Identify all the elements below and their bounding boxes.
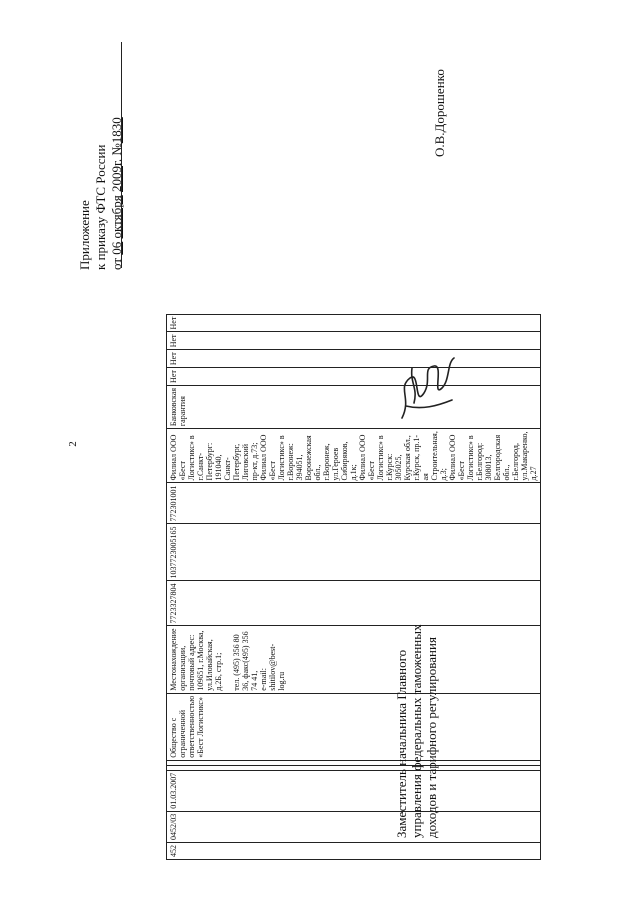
cell-blank-2 — [167, 760, 541, 765]
cell-flag-2 — [167, 350, 541, 368]
cell-certificate-text: 0452/03 — [169, 813, 178, 840]
header-number-prefix: г. № — [109, 143, 124, 166]
cell-guarantee-text: Банковская гарантия — [169, 387, 187, 427]
cell-number-text: 452 — [169, 845, 178, 857]
cell-certificate — [167, 811, 541, 842]
cell-flag-1 — [167, 368, 541, 386]
header-month: октября — [109, 195, 124, 239]
table-row — [167, 314, 541, 859]
signatory-name: О.В.Дорошенко — [432, 69, 447, 157]
cell-ogrn-text: 1037723005165 — [169, 526, 178, 579]
cell-address — [167, 626, 541, 693]
header-order-ref: к приказу ФТС России — [93, 144, 108, 270]
handwritten-signature — [392, 348, 462, 428]
cell-kpp-text: 772301001 — [169, 485, 178, 522]
header-number: 1830 — [109, 117, 124, 144]
header-day: 06 — [109, 241, 124, 255]
cell-flag-3 — [167, 332, 541, 350]
cell-address-text: Местонахождение организации, почтовый адрес: 109651, г.Москва, ул.Иловайская, д.2Б, стр.1; тел. (495) 356 80 36, факс(495) 356 74 41, e-mail: shitilov@best-log.ru — [169, 628, 286, 691]
header-rule — [121, 42, 122, 268]
cell-number — [167, 843, 541, 860]
header-year: 2009 — [109, 166, 124, 192]
cell-date-text: 01.03.2007 — [169, 772, 178, 809]
cell-flag-1-text: Нет — [169, 370, 178, 383]
signatory-title-line-2: управления федеральных таможенных — [409, 624, 424, 838]
cell-branches — [167, 429, 541, 483]
order-header — [77, 117, 125, 270]
header-date-prefix: от — [109, 254, 124, 270]
cell-flag-2-text: Нет — [169, 352, 178, 366]
cell-date — [167, 770, 541, 811]
cell-guarantee — [167, 385, 541, 428]
cell-blank-1 — [167, 765, 541, 770]
signatory-title-line-1: Заместитель начальника Главного — [394, 649, 409, 838]
registry-table-wrapper — [166, 314, 541, 860]
cell-kpp — [167, 483, 541, 524]
header-order-date — [109, 117, 125, 270]
header-appendix: Приложение — [77, 200, 92, 270]
signatory-title-line-3: доходов и тарифного регулирования — [424, 637, 439, 838]
page-number: 2 — [66, 441, 79, 447]
signature-block — [394, 625, 439, 838]
cell-flag-4-text: Нет — [169, 316, 178, 330]
cell-inn-text: 7723327804 — [169, 583, 178, 624]
cell-branches-text: Филиал ООО «Бест Логистикс» в г.Санкт-Петербург: 191040, Санкт-Петербург, Лиговский пр-кт, д.73; Филиал ООО «Бест Логистикс» в г.Воронеж: 394051, Воронежская обл., г.Воронеж, ул.Героев Сибиряков, д.1к; Филиал ООО «Бест Логистикс» в г.Курск: 305025, Курская обл., г.Курск, пр.1-ая Строительная, д.3; Филиал ООО «Бест Логистикс» в г.Белгород: 308013, Белгородская обл., г.Белгород, ул.Макаренко, д.27 — [169, 431, 538, 481]
cell-org-name — [167, 693, 541, 760]
cell-flag-4 — [167, 314, 541, 332]
registry-table — [166, 314, 541, 860]
cell-inn — [167, 581, 541, 626]
cell-org-name-text: Общество с ограниченной ответственностью «Бест Логистикс» — [169, 695, 205, 758]
cell-ogrn — [167, 524, 541, 581]
cell-flag-3-text: Нет — [169, 334, 178, 348]
